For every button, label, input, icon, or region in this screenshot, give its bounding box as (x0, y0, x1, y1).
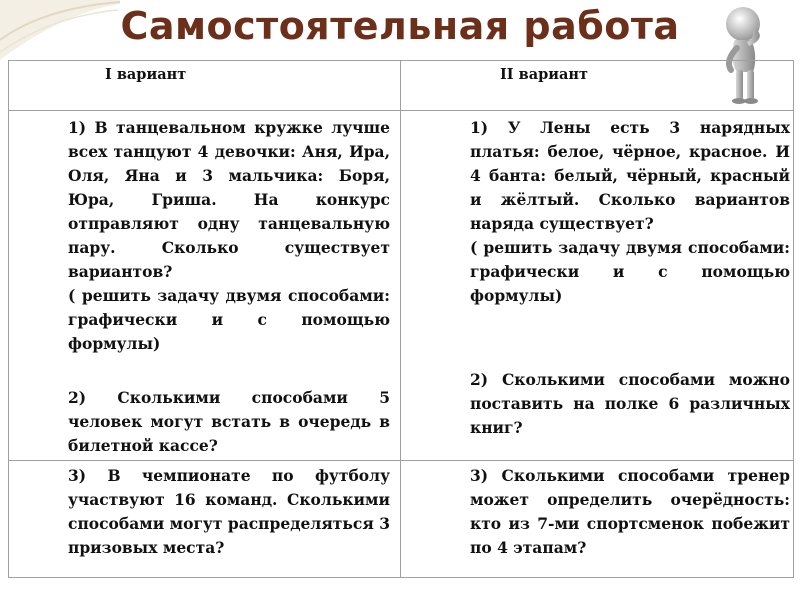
header-variant-1: I вариант (105, 66, 187, 83)
variant-2-task-1: 1) У Лены есть 3 нарядных платья: белое, чёрное, красное. И 4 банта: белый, чёрный, красный и жёлтый. Сколько вариантов наряда существует? (470, 118, 790, 233)
variant-2-task-3: 3) Сколькими способами тренер может определить очерёдность: кто из 7-ми спортсменок побежит по 4 этапам? (470, 466, 790, 557)
column-divider (400, 60, 401, 578)
variant-2-task-1-note: ( решить задачу двумя способами: графически и с помощью формулы) (470, 238, 790, 305)
row-divider (8, 460, 794, 461)
variant-1-task-1: 1) В танцевальном кружке лучше всех танцуют 4 девочки: Аня, Ира, Оля, Яна и 3 мальчика: Боря, Юра, Гриша. На конкурс отправляют одну танцевальную пару. Сколько существует вариантов? (68, 118, 390, 281)
variant-1-tasks-cell (68, 116, 390, 458)
header-row-divider (8, 110, 794, 111)
variant-1-task-1-note: ( решить задачу двумя способами: графически и с помощью формулы) (68, 286, 390, 353)
variant-2-tasks-cell (470, 116, 790, 440)
variant-2-task-2: 2) Сколькими способами можно поставить на полке 6 различных книг? (470, 370, 790, 437)
header-variant-2: II вариант (500, 66, 588, 83)
variant-1-task-3: 3) В чемпионате по футболу участвуют 16 команд. Сколькими способами могут распределяться 3 призовых места? (68, 466, 390, 557)
page-title: Самостоятельная работа (120, 4, 680, 48)
variant-1-task-2: 2) Сколькими способами 5 человек могут встать в очередь в билетной кассе? (68, 388, 390, 455)
